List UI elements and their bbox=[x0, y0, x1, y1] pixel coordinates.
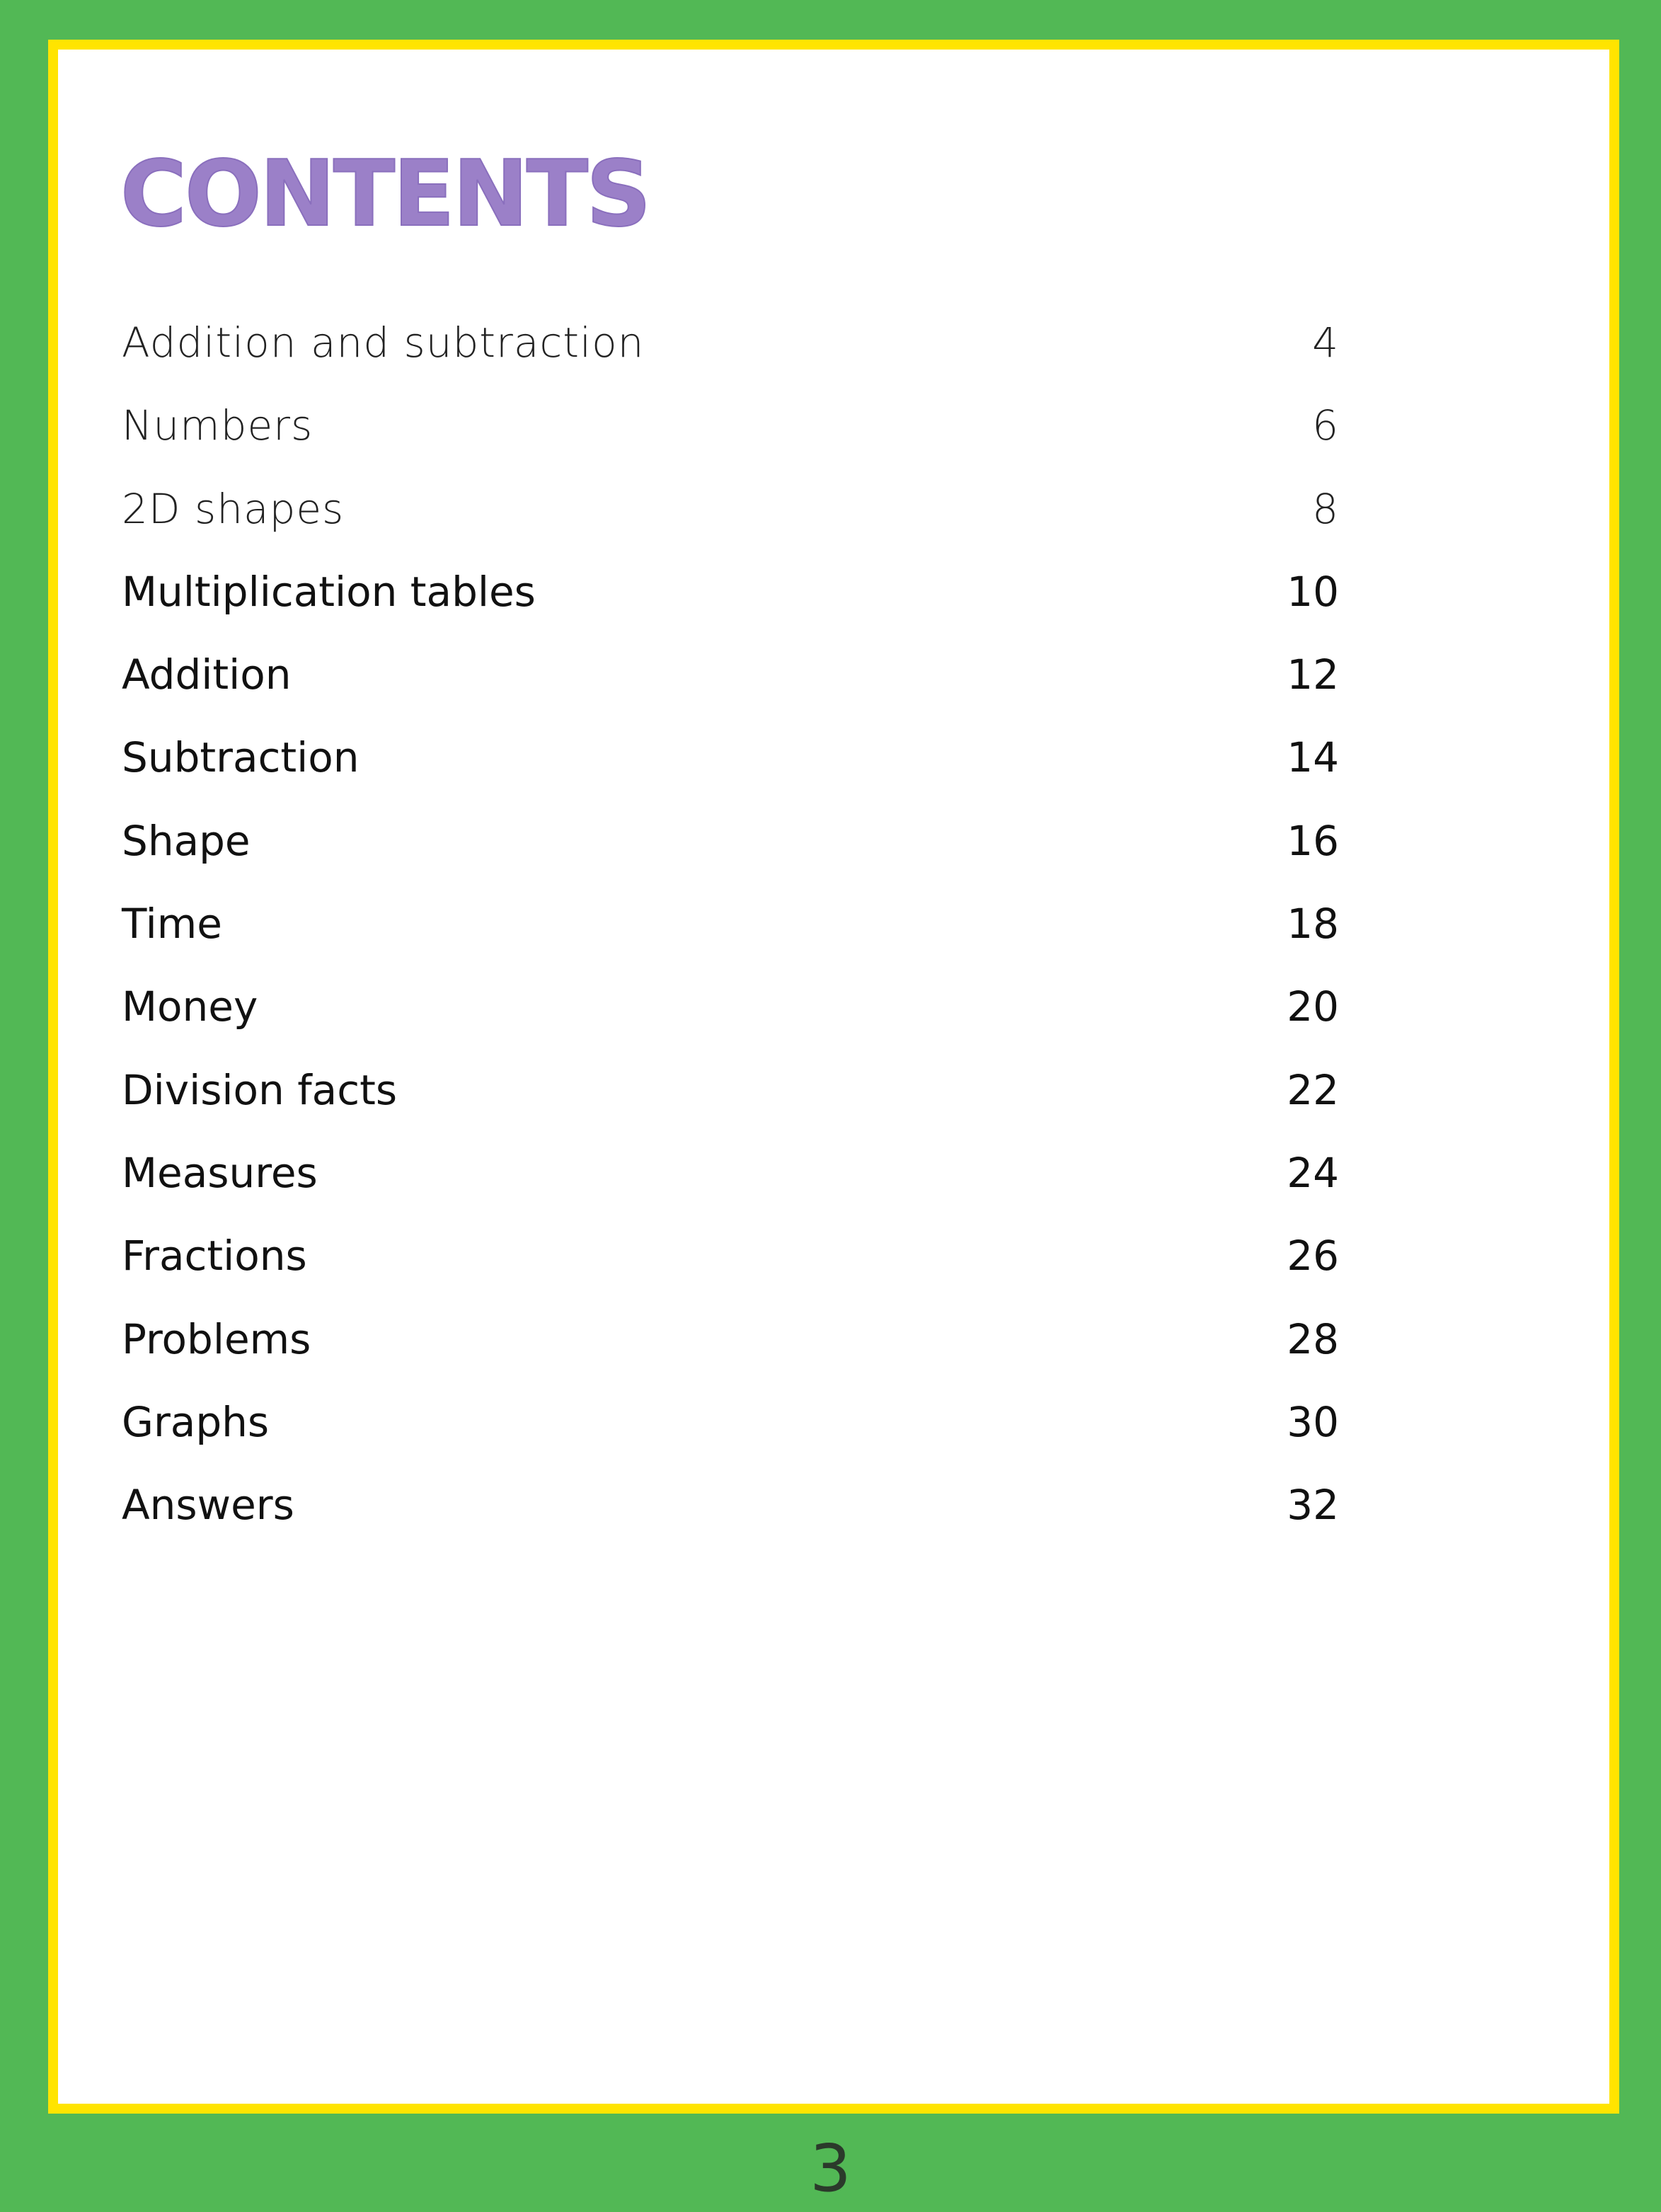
toc-entry-label: Division facts bbox=[122, 1065, 398, 1114]
toc-entry[interactable] bbox=[122, 568, 1339, 651]
toc-entry-page: 14 bbox=[1287, 733, 1339, 782]
toc-entry[interactable] bbox=[122, 900, 1339, 982]
toc-entry-page: 8 bbox=[1312, 484, 1339, 533]
toc-entry-page: 28 bbox=[1287, 1314, 1339, 1363]
toc-entry-page: 22 bbox=[1287, 1065, 1339, 1114]
toc-entry-label: Graphs bbox=[122, 1397, 270, 1446]
toc-entry-label: Money bbox=[122, 982, 258, 1031]
toc-entry-label: Addition bbox=[122, 651, 292, 699]
toc-entry-page: 32 bbox=[1287, 1481, 1339, 1530]
page-title: CONTENTS bbox=[120, 142, 650, 247]
toc-entry[interactable] bbox=[122, 319, 1339, 401]
toc-entry-page: 24 bbox=[1287, 1148, 1339, 1197]
table-of-contents bbox=[122, 319, 1339, 1564]
toc-entry-label: Addition and subtraction bbox=[122, 319, 645, 367]
toc-entry[interactable] bbox=[122, 817, 1339, 900]
toc-entry-label: Measures bbox=[122, 1148, 318, 1197]
page-number: 3 bbox=[810, 2131, 851, 2206]
toc-entry-label: Answers bbox=[122, 1481, 294, 1530]
toc-entry[interactable] bbox=[122, 651, 1339, 733]
toc-entry-page: 26 bbox=[1287, 1232, 1339, 1280]
toc-entry-page: 10 bbox=[1287, 567, 1339, 616]
toc-entry[interactable] bbox=[122, 982, 1339, 1065]
toc-entry-label: Problems bbox=[122, 1314, 311, 1363]
toc-entry[interactable] bbox=[122, 1066, 1339, 1149]
toc-entry-page: 4 bbox=[1312, 319, 1339, 367]
toc-entry[interactable] bbox=[122, 1315, 1339, 1398]
toc-entry[interactable] bbox=[122, 1481, 1339, 1564]
toc-entry-label: 2D shapes bbox=[122, 484, 345, 533]
toc-entry-page: 30 bbox=[1287, 1397, 1339, 1446]
toc-entry-label: Numbers bbox=[122, 401, 314, 450]
toc-entry[interactable] bbox=[122, 485, 1339, 568]
toc-entry-label: Subtraction bbox=[122, 733, 360, 782]
toc-entry-label: Time bbox=[122, 900, 222, 949]
toc-entry-page: 18 bbox=[1287, 900, 1339, 949]
toc-entry[interactable] bbox=[122, 733, 1339, 816]
toc-entry[interactable] bbox=[122, 1149, 1339, 1232]
toc-entry-page: 16 bbox=[1287, 816, 1339, 865]
toc-entry-page: 6 bbox=[1312, 401, 1339, 450]
toc-entry-label: Shape bbox=[122, 816, 251, 865]
toc-entry-label: Multiplication tables bbox=[122, 567, 536, 616]
toc-entry-label: Fractions bbox=[122, 1232, 307, 1280]
toc-entry-page: 12 bbox=[1287, 651, 1339, 699]
toc-entry[interactable] bbox=[122, 1398, 1339, 1481]
toc-entry[interactable] bbox=[122, 1232, 1339, 1314]
toc-entry[interactable] bbox=[122, 401, 1339, 484]
toc-entry-page: 20 bbox=[1287, 982, 1339, 1031]
